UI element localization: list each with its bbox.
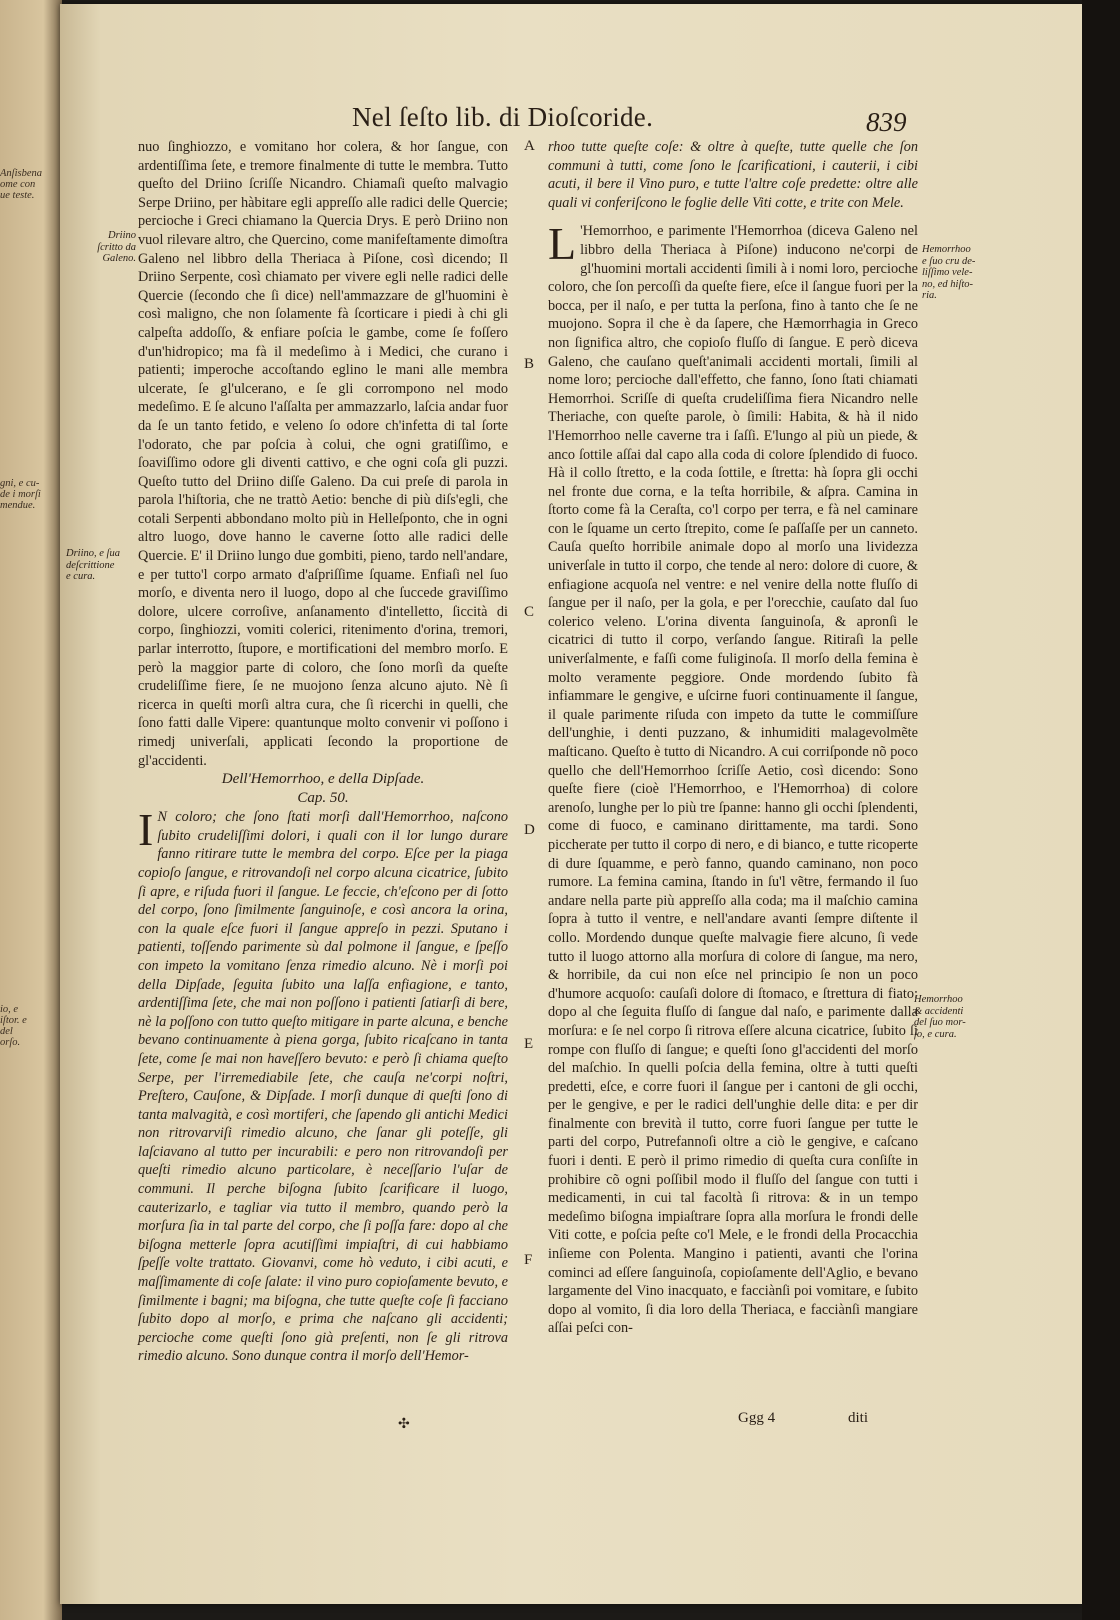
catchword: diti	[848, 1410, 869, 1426]
facing-page-edge	[0, 0, 62, 1620]
left-column	[138, 138, 508, 1366]
section-letter: E	[524, 1036, 534, 1052]
chapter-paragraph	[548, 218, 918, 1338]
page-number: 839	[866, 107, 907, 137]
scan-background	[1082, 0, 1120, 1620]
right-column	[548, 138, 918, 1338]
signature-mark: Ggg 4	[738, 1410, 776, 1426]
chapter-paragraph	[138, 804, 508, 1366]
paragraph-text: N coloro; che ſono ſtati morſi dall'Hemorrhoo, naſcono ſubito crudeliſſimi dolori, i quali con il lor lungo durare fanno ritirare tutte le membra del corpo. Eſce per la piaga copioſo ſangue, e ritrovandoſi nel corpo alcuna cicatrice, ſubito ſi apre, e riſuda fuori il ſangue. Le feccie, ch'eſcono per di ſotto del corpo, ſono ſimilmente ſanguinoſe, e così ancora la orina, con la quale eſce fuori il ſangue appreſo in pezzi. Sputano i patienti, toſſendo parimente sù dal polmone il ſangue, e ſpeſſo con impeto la vomitano ſenza rimedio alcuno. Nè i morſi poi della Dipſade, ſeguita ſubito una laſſa enfiagione, e tanto, ardentiſſima ſete, che mai non poſſono i patienti ſatiarſi di bere, nè la poſſono con tutto queſto mitigare in parte alcuna, e benche bevano continuamente à piena gorga, ſubito ricaſcano in tanta ſete, come ſe mai non haveſſero bevuto: e però ſi chiama queſto Serpe, per l'irremediabile ſete, che cauſa ne'corpi noſtri, Preſtero, Cauſone, & Dipſade. I morſi dunque di queſti ſono di tanta malvagità, e così mortiferi, che ſapendo gli antichi Medici non ritrovarviſi rimedio alcuno, che ſanar gli poteſſe, gli laſciavano al tutto per incurabili: e pero non ritrovandoſi per queſti rimedio alcuno particolare, è neceſſario l'uſar de communi. Il perche biſogna ſubito ſcarificare il luogo, cauterizarlo, e tagliar via tutto il membro, quando però la morſura ſia in tal parte del corpo, che ſi poſſa fare: dopo al che biſogna metterle ſopra acutiſſimi impiaſtri, di cui habbiamo ſpeſſe volte trattato. Giovanvi, come hò veduto, i cibi acuti, e maſſimamente di coſe ſalate: il vino puro copioſamente bevuto, e ſimilmente i bagni; ma biſogna, che tutte queſte coſe ſi facciano ſubito dopo al morſo, e prima che naſcano gli accidenti; percioche come queſti ſono già preſenti, non ſe gli ritrova rimedio alcuno. Sono dunque contra il morſo dell'Hemor-	[138, 809, 508, 1365]
section-letter: B	[524, 356, 535, 372]
facing-page-note: Anſisbena ome con ue teste.	[0, 168, 42, 201]
section-letter: C	[524, 604, 535, 620]
section-letter: A	[524, 138, 535, 154]
running-head: Nel ſeſto lib. di Dioſcoride.	[352, 102, 654, 132]
paragraph: nuo ſinghiozzo, e vomitano hor colera, & hor ſangue, con ardentiſſima ſete, e tremore finalmente di tutte le membra. Tutto queſto del Driino ſcriſſe Nicandro. Chiamaſi queſto malvagio Serpe Driino, per hàbitare egli appreſſo alle radici delle Quercie; percioche i Greci chiamano la Quercia Drys. E però Driino non vuol rilevare altro, che Quercino, come manifeſtamente dimoſtra Galeno nel libbro della Theriaca à Piſone, così dicendo; Il Driino Serpente, così chiamato per vivere egli nelle radici delle Quercie (ſecondo che ſi dice) nell'ammazzare de gl'huomini è così maligno, che non ſolamente fà ſcorticare i piedi à chi gli calpeſta addoſſo, & enfiare poſcia le gambe, come ſe foſſero d'un'hidropico; ma fà il medeſimo à i Medici, che curano i patienti; imperoche accoſtando eglino le mani alle membra ulcerate, ſe gl'ulcerano, e ſe gli corrompono nel modo medeſimo. E ſe alcuno l'aſſalta per ammazzarlo, laſcia andar fuor da ſe un tanto fetido, e veleno ſo odore ch'infetta di tal ſorte l'odorato, che par poſcia à colui, che ogni gratiſſimo, e ſoaviſſimo odore gli diventi cattivo, e che ogni coſa gli puzzi. Queſto tutto del Driino diſſe Galeno. Da cui preſe di parola in parola l'hiſtoria, che ne trattò Aetio: benche di più diſs'egli, che cotali Serpenti abbondano molto più in Helleſponto, che in ogni altro luogo, dove hanno le caverne ſotto alle radici delle Quercie. E' il Driino lungo due gombiti, pieno, tardo nell'andare, e per tutto'l corpo armato d'aſpriſſime ſquame. Enfiaſi nel ſuo morſo, e diventa nero il luogo, dopo al che ſuccede graviſſimo dolore, ulcere corroſive, anſanamento d'intelletto, ſiccità di corpo, ſinghiozzi, vomiti colerici, ritenimento d'orina, tremori, parlar interrotto, ſtupore, e mortificationi del membro morſo. E però la maggior parte di coloro, che ſono morſi da queſte crudeliſſime fiere, ſe ne muojono ſenza alcuno ajuto. Nè ſi ricerca in queſti morſi altra cura, che ſi ricerchi in quelli, che ſono fatti dalle Vipere: quantunque molto convenir vi poſſono i rimedj univerſali, applicati ſecondo la proportione de gl'accidenti.	[138, 139, 508, 769]
margin-note: Driino ſcritto da Galeno.	[97, 230, 136, 264]
ornament: ✣	[398, 1417, 410, 1432]
chapter-number: Cap. 50.	[297, 790, 349, 807]
facing-page-note: gni, e cu- de i morſi mendue.	[0, 478, 41, 511]
section-letter: F	[524, 1252, 533, 1268]
margin-note: Driino, e ſua deſcrittione e cura.	[66, 548, 120, 582]
paragraph-text: 'Hemorrhoo, e parimente l'Hemorrhoa (diceva Galeno nel libbro della Theriaca à Piſone) inducono ne'corpi de gl'huomini mortali accidenti ſimili à i nomi loro, percioche coloro, che ſon percoſſi da queſte fiere, eſce il ſangue fuori per la bocca, per il naſo, e per tutta la perſona, fino à tanto che ſe ne muojono. Sopra il che è da ſapere, che Hæmorrhagia in Greco non ſignifica altro, che copioſo fluſſo di ſangue. E però diceva Galeno, che cauſano queſt'animali accidenti mortali, ſimili al nome loro; percioche dall'effetto, che fanno, ſono ſtati chiamati Hemorrhoi. Scriſſe di queſta crudeliſſima fiera Nicandro nelle Theriache, con queſte parole, ò ſimili: Habita, & hà il nido l'Hemorrhoo nelle caverne tra i ſaſſi. E'lungo al più un piede, & anco ſottile aſſai dal capo alla coda di colore ſplendido di fuoco. Hà il collo ſtretto, e la coda ſottile, e ſtretta: hà ſopra gli occhi nel fronte due corna, e la teſta horribile, & aſpra. Camina in ſtorto come fà la Ceraſta, co'l corpo per terra, e fà nel caminare con le ſquame un certo ſtrepito, come ſe paſſaſſe per un canneto. Cauſa queſto horribile animale dopo al morſo una lividezza univerſale in tutto il corpo, che tende al nero: dolore di cuore, & enfiagione acquoſa nel ventre: e nel venire della notte fluſſo di ſangue per il naſo, per la gola, e per l'orecchie, cauſato dal ſuo colerico veleno. L'orina diventa ſanguinoſa, & apronſi le cicatrici di tutto il corpo, verſando ſangue. Ritiraſi la pelle univerſalmente, e faſſi come fuliginoſa. Il morſo della femina è molto veramente peggiore. Onde mordendo ſubito fà infiammare le gengive, e uſcirne fuori continuamente il ſangue, il quale parimente riſuda con impeto da tutte le commiſſure dell'unghie, i denti puzzano, & inhumiditi malagevolmẽte maſticano. Queſto è tutto di Nicandro. A cui corriſponde nõ poco quello che dell'Hemorrhoo ſcriſſe Aetio, così dicendo: Sono queſte fiere (cioè l'Hemorrhoo, e l'Hemorrhoa) di colore arenoſo, lunghe per lo più tre ſpanne: hanno gli occhi ſplendenti, come di fuoco, e caminano dirittamente, ma tardi. Sono piccherate per tutto il corpo di nero, e di bianco, e tutte ricoperte di dure ſquamme, e però fanno, quando caminano, non poco rumore. La femina camina, ſtando in ſu'l vẽtre, fermando il ſuo andare nella parte più appreſſo alla coda; ma il maſchio camina ſopra à tutto il ventre, e nell'andare avanti ſempre diſtente il collo. Mordendo dunque queſte malvagie fiere alcuno, ſi vede tutto il luogo attorno alla morſura di colore di ſangue, ma nero, & horribile, da cui non eſce nel principio ſe non un poco d'humore acquoſo: cauſaſi dolore di ſtomaco, e ſtrettura di fiato: dopo al che ſeguita fluſſo di ſangue dal naſo, e parimente dalla morſura: e ſe nel corpo ſi ritrova eſſere alcuna cicatrice, ſubito ſi rompe con fluſſo di ſangue; e queſti ſono gl'accidenti del morſo del maſchio. In quelli poſcia della femina, oltre à tutti queſti predetti, eſce, e corre fuori il ſangue per i cantoni de gli occhi, per le gengive, e per le radici dell'unghie delle dita: e per dir finalmente con brevità il tutto, corre fuori ſangue per tutte le parti del corpo, Putrefannoſi oltre a ciò le gengive, e caſcano fuori i denti. E però il primo rimedio di queſta cura conſiſte in prohibire cõ ogni poſſibil modo il fluſſo del ſangue con tutti i medicamenti, in cui tal facoltà ſi ritrova: & in un tempo medeſimo biſogna impiaſtrare ſopra alla morſura le frondi delle Viti cotte, e poſcia peſte co'l Mele, e le frondi della Procacchia inſieme con Polenta. Mangino i patienti, avanti che l'orina cominci ad eſſere ſanguinoſa, copioſamente dell'Aglio, e bevano largamente del Vino inacquato, e facciànſi poi vomitare, e ſubito dopo al vomito, ſi dia loro della Theriaca, e facciànſi mangiare aſſai peſci con-	[548, 223, 918, 1337]
facing-page-note: io, e iſtor. e del orſo.	[0, 1004, 27, 1048]
margin-note: Hemorrhoo & accidenti del ſuo mor- ſo, e cura.	[914, 994, 966, 1040]
drop-cap: L	[548, 218, 577, 270]
paragraph: rhoo tutte queſte coſe: & oltre à queſte, tutte quelle che ſon communi à tutti, come ſono le ſcarificationi, i cauterii, i cibi acuti, il bere il Vino puro, e tutte l'altre coſe predette: oltre alle quali vi conferiſcono le foglie delle Viti cotte, e trite con Mele.	[548, 139, 918, 211]
section-letter: D	[524, 822, 535, 838]
drop-cap: I	[138, 804, 154, 856]
margin-note: Hemorrhoo e ſuo cru de- liſſimo vele- no, ed hiſto- ria.	[922, 244, 976, 301]
chapter-title: Dell'Hemorrhoo, e della Dipſade.	[221, 771, 425, 788]
